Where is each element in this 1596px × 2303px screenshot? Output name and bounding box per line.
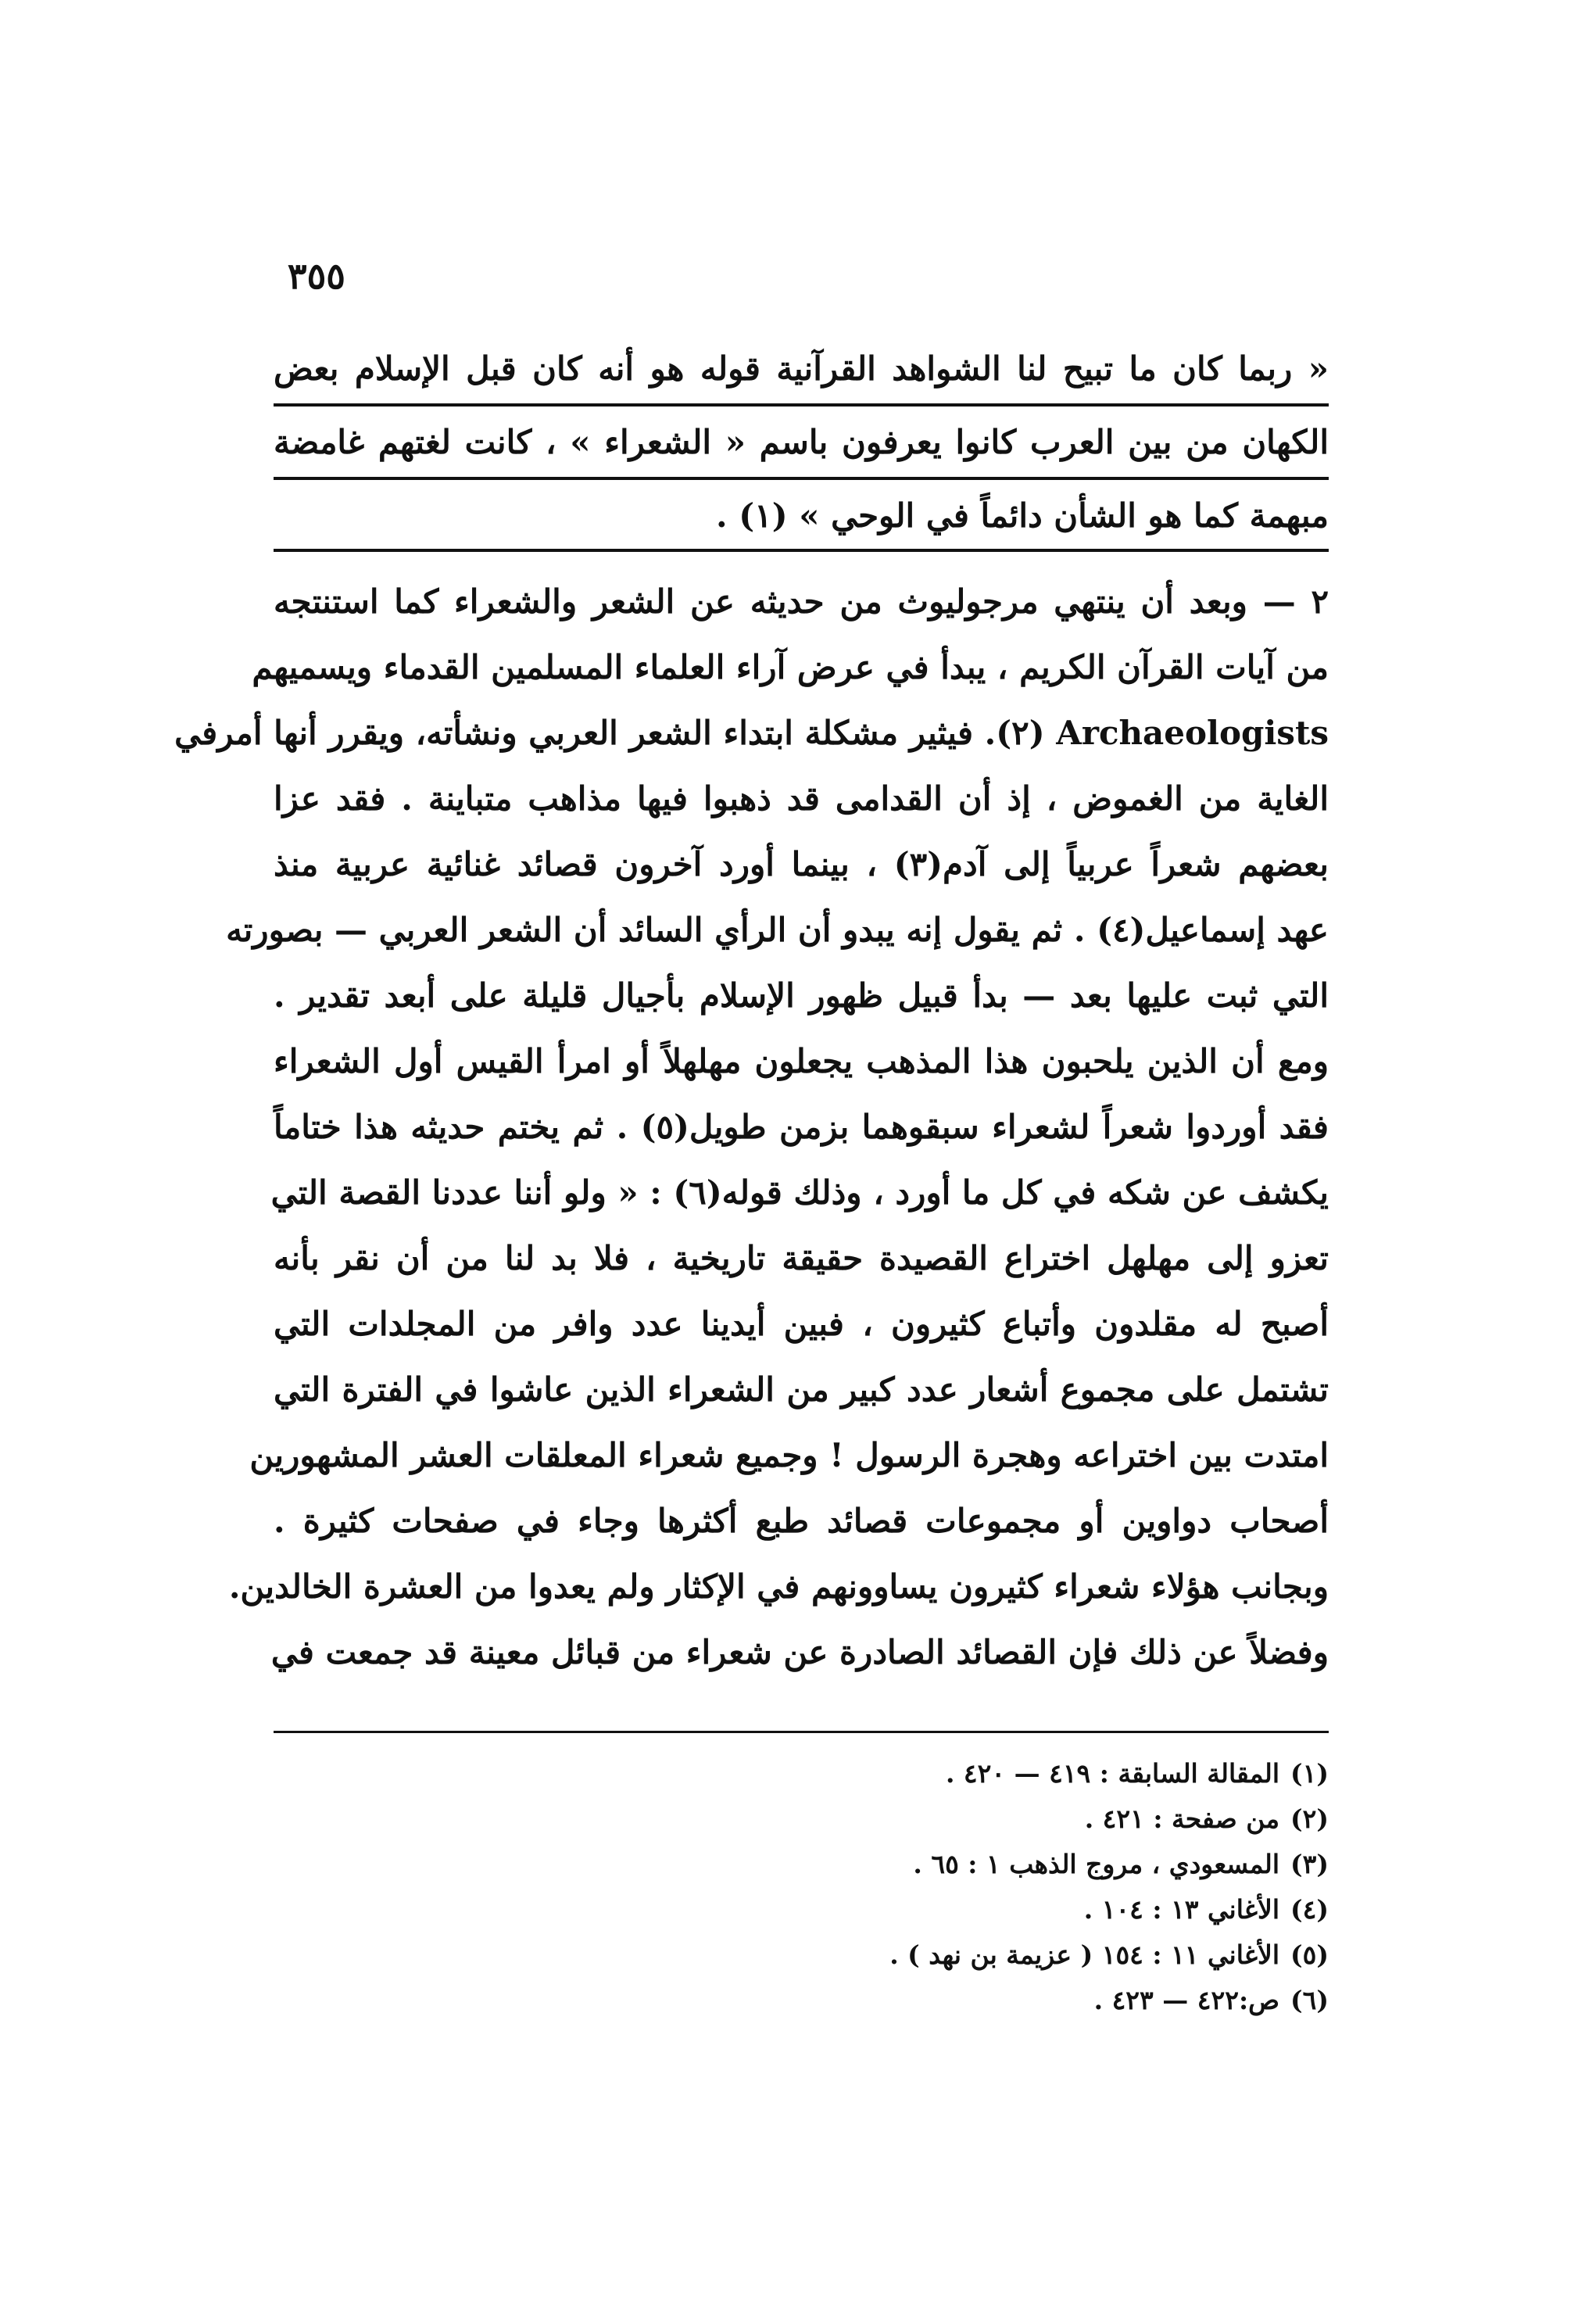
paragraph-line: وفضلاً عن ذلك فإن القصائد الصادرة عن شعراء من قبائل معينة قد جمعت في: [270, 1633, 1329, 1671]
footnote-number: (٣): [1290, 1849, 1329, 1879]
paragraph-line: يكشف عن شكه في كل ما أورد ، وذلك قوله(٦) : « ولو أننا عددنا القصة التي: [270, 1173, 1329, 1212]
paragraph-line: من آيات القرآن الكريم ، يبدأ في عرض آراء العلماء المسلمين القدماء ويسميهم: [252, 648, 1329, 686]
footnote-number: (١): [1290, 1758, 1329, 1789]
footnote-item: [274, 1796, 1329, 1842]
paragraph-line: امتدت بين اختراعه وهجرة الرسول ! وجميع شعراء المعلقات العشر المشهورين: [249, 1436, 1329, 1474]
footnotes: [274, 1751, 1329, 2023]
paragraph-line: تشتمل على مجموع أشعار عدد كبير من الشعراء الذين عاشوا في الفترة التي: [274, 1370, 1329, 1409]
quoted-passage: [274, 336, 1329, 552]
footnote-text: المقالة السابقة : ٤١٩ — ٤٢٠ .: [945, 1758, 1280, 1789]
paragraph-line: أصحاب دواوين أو مجموعات قصائد طبع أكثرها وجاء في صفحات كثيرة .: [274, 1502, 1329, 1540]
footnote-text: الأغاني ١٣ : ١٠٤ .: [1083, 1894, 1280, 1925]
paragraph-line: Archaeologists (٢). فيثير مشكلة ابتداء الشعر العربي ونشأته، ويقرر أنها أمرفي: [174, 714, 1329, 752]
paragraph-line: أصبح له مقلدون وأتباع كثيرون ، فبين أيدينا عدد وافر من المجلدات التي: [274, 1305, 1329, 1343]
footnote-item: [274, 1751, 1329, 1796]
paragraph-line: تعزو إلى مهلهل اختراع القصيدة حقيقة تاريخية ، فلا بد لنا من أن نقر بأنه: [274, 1239, 1329, 1277]
footnote-text: ص:٤٢٢ — ٤٢٣ .: [1093, 1985, 1280, 2015]
footnote-text: الأغاني ١١ : ١٥٤ ( عزيمة بن نهد ) .: [889, 1939, 1280, 1970]
paragraph-line: وبجانب هؤلاء شعراء كثيرون يساوونهم في الإكثار ولم يعدوا من العشرة الخالدين.: [228, 1567, 1329, 1606]
paragraph-line: بعضهم شعراً عربياً إلى آدم(٣) ، بينما أورد آخرون قصائد غنائية عربية منذ: [274, 845, 1329, 883]
footnote-text: المسعودي ، مروج الذهب ١ : ٦٥ .: [913, 1849, 1280, 1879]
footnote-item: [274, 1887, 1329, 1932]
footnote-text: من صفحة : ٤٢١ .: [1084, 1803, 1280, 1834]
underline-rule: [274, 549, 1329, 552]
footnote-item: [274, 1842, 1329, 1887]
quote-line: الكهان من بين العرب كانوا يعرفون باسم « الشعراء » ، كانت لغتهم غامضة: [274, 423, 1329, 461]
footnote-item: [274, 1978, 1329, 2023]
paragraph-line: فقد أوردوا شعراً لشعراء سبقوهما بزمن طويل(٥) . ثم يختم حديثه هذا ختاماً: [274, 1108, 1329, 1146]
underline-rule: [274, 477, 1329, 480]
footnote-number: (٥): [1290, 1939, 1329, 1970]
footnote-separator: [274, 1731, 1329, 1733]
paragraph-line: ٢ — وبعد أن ينتهي مرجوليوث من حديثه عن الشعر والشعراء كما استنتجه: [274, 582, 1329, 621]
main-text: [174, 336, 1329, 1685]
paragraph-line: التي ثبت عليها بعد — بدأ قبيل ظهور الإسلام بأجيال قليلة على أبعد تقدير .: [274, 976, 1329, 1015]
quote-line: « ربما كان ما تبيح لنا الشواهد القرآنية قوله هو أنه كان قبل الإسلام بعض: [274, 349, 1329, 388]
paragraph-line: ومع أن الذين يلحبون هذا المذهب يجعلون مهلهلاً أو امرأ القيس أول الشعراء: [274, 1042, 1329, 1080]
footnote-number: (٤): [1290, 1894, 1329, 1925]
paragraph-line: الغاية من الغموض ، إذ أن القدامى قد ذهبوا فيها مذاهب متباينة . فقد عزا: [274, 779, 1329, 818]
footnote-number: (٦): [1290, 1985, 1329, 2015]
paragraph-line: عهد إسماعيل(٤) . ثم يقول إنه يبدو أن الرأي السائد أن الشعر العربي — بصورته: [226, 911, 1329, 949]
underline-rule: [274, 403, 1329, 407]
footnote-number: (٢): [1290, 1803, 1329, 1834]
page-number: ٣٥٥: [287, 255, 345, 297]
quote-line: مبهمة كما هو الشأن دائماً في الوحي » (١) .: [716, 496, 1329, 535]
body-paragraph: [174, 569, 1329, 1685]
footnote-item: [274, 1932, 1329, 1978]
